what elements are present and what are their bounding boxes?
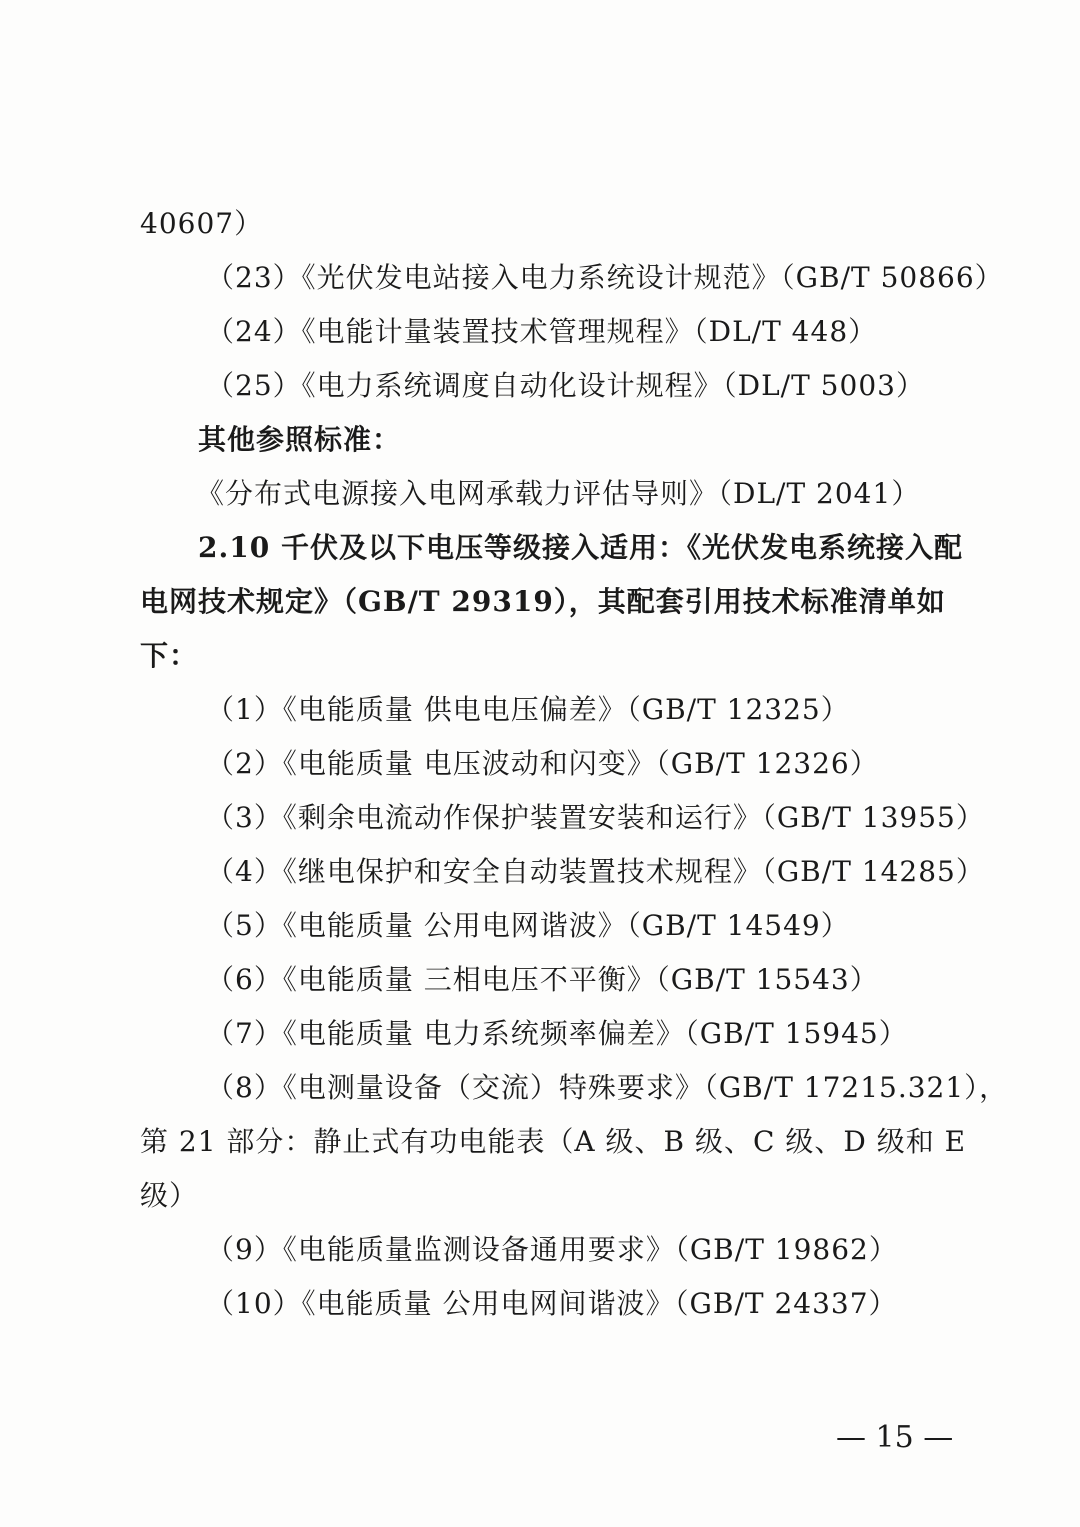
standard-item-7: （7）《电能质量 电力系统频率偏差》（GB/T 15945） [206, 1017, 908, 1050]
section-paragraph-line-1: 2.10 千伏及以下电压等级接入适用：《光伏发电系统接入配 [198, 531, 963, 564]
standard-item-9: （9）《电能质量监测设备通用要求》（GB/T 19862） [206, 1233, 898, 1266]
standard-item-8-line-3: 级） [140, 1179, 199, 1212]
standard-item-3: （3）《剩余电流动作保护装置安装和运行》（GB/T 13955） [206, 801, 985, 834]
standard-item-8-line-2: 第 21 部分：静止式有功电能表（A 级、B 级、C 级、D 级和 E [140, 1125, 967, 1158]
standard-item-6: （6）《电能质量 三相电压不平衡》（GB/T 15543） [206, 963, 879, 996]
standard-item-25: （25）《电力系统调度自动化设计规程》（DL/T 5003） [206, 369, 925, 402]
standard-item-10: （10）《电能质量 公用电网间谐波》（GB/T 24337） [206, 1287, 898, 1320]
standard-item-24: （24）《电能计量装置技术管理规程》（DL/T 448） [206, 315, 878, 348]
section-paragraph-line-2: 电网技术规定》（GB/T 29319），其配套引用技术标准清单如 [140, 585, 946, 618]
standard-item-1: （1）《电能质量 供电电压偏差》（GB/T 12325） [206, 693, 850, 726]
standard-item-4: （4）《继电保护和安全自动装置技术规程》（GB/T 14285） [206, 855, 985, 888]
standard-item-8-line-1: （8）《电测量设备（交流）特殊要求》（GB/T 17215.321）， [206, 1071, 1009, 1104]
section-subheading: 其他参照标准： [198, 423, 402, 456]
standard-item-5: （5）《电能质量 公用电网谐波》（GB/T 14549） [206, 909, 850, 942]
section-paragraph-line-3: 下： [140, 639, 199, 672]
other-standard-item: 《分布式电源接入电网承载力评估导则》（DL/T 2041） [196, 477, 921, 510]
standard-item-23: （23）《光伏发电站接入电力系统设计规范》（GB/T 50866） [206, 261, 1004, 294]
page-number: — 15 — [836, 1420, 954, 1455]
text-line: 40607） [140, 207, 264, 240]
standard-item-2: （2）《电能质量 电压波动和闪变》（GB/T 12326） [206, 747, 879, 780]
